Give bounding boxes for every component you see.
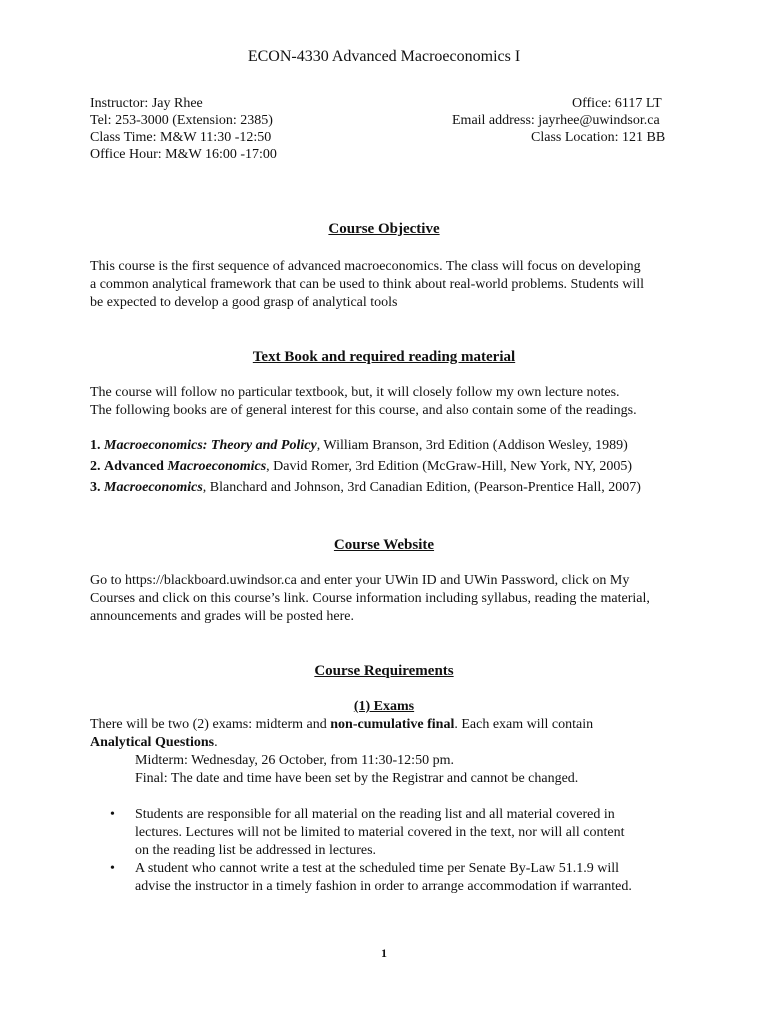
instructor-line: Instructor: Jay Rhee <box>90 96 203 111</box>
midterm-line: Midterm: Wednesday, 26 October, from 11:30-12:50 pm. <box>135 753 454 768</box>
course-website-heading: Course Website <box>333 537 435 553</box>
bullet-1-line-2: lectures. Lectures will not be limited to material covered in the text, nor will all content <box>135 825 625 840</box>
course-title: ECON-4330 Advanced Macroeconomics I <box>247 48 521 65</box>
office-line: Office: 6117 LT <box>572 96 662 111</box>
objective-text-line-2: a common analytical framework that can be used to think about real-world problems. Students will <box>90 277 645 292</box>
bullet-icon: • <box>110 861 115 876</box>
objective-text-line-3: be expected to develop a good grasp of analytical tools <box>90 295 398 310</box>
book-title: Macroeconomics <box>104 480 203 495</box>
exams-text-a: There will be two (2) exams: midterm and <box>90 717 331 732</box>
office-hour-line: Office Hour: M&W 16:00 -17:00 <box>90 147 277 162</box>
book-item <box>90 478 641 498</box>
book-title: Macroeconomics <box>167 459 267 474</box>
exams-text-period: . <box>214 735 218 750</box>
bullet-2-line-1: A student who cannot write a test at the scheduled time per Senate By-Law 51.1.9 will <box>135 861 620 876</box>
book-number: 2. <box>90 459 101 474</box>
book-number: 3. <box>90 480 101 495</box>
book-details: , Blanchard and Johnson, 3rd Canadian Edition, (Pearson-Prentice Hall, 2007) <box>202 480 641 495</box>
book-item <box>90 457 632 477</box>
textbook-heading: Text Book and required reading material <box>252 349 516 365</box>
exams-heading: (1) Exams <box>353 699 415 714</box>
bullet-1-line-3: on the reading list be addressed in lectures. <box>135 843 377 858</box>
exams-text-bold: non-cumulative final <box>330 717 455 732</box>
page-number: 1 <box>381 946 387 960</box>
book-details: , William Branson, 3rd Edition (Addison Wesley, 1989) <box>316 438 628 453</box>
book-title: Macroeconomics: Theory and Policy <box>104 438 317 453</box>
textbook-text-line-1: The course will follow no particular textbook, but, it will closely follow my own lecture notes. <box>90 385 620 400</box>
exams-text-line-2 <box>90 734 218 752</box>
bullet-icon: • <box>110 807 115 822</box>
book-item <box>90 436 628 456</box>
course-requirements-heading: Course Requirements <box>314 663 454 679</box>
website-text-line-1: Go to https://blackboard.uwindsor.ca and enter your UWin ID and UWin Password, click on My <box>90 573 630 588</box>
website-text-line-3: announcements and grades will be posted here. <box>90 609 354 624</box>
bullet-1-line-1: Students are responsible for all material on the reading list and all material covered in <box>135 807 615 822</box>
exams-text-c: . Each exam will contain <box>454 717 594 732</box>
textbook-text-line-2: The following books are of general interest for this course, and also contain some of the readings. <box>90 403 637 418</box>
book-details: , David Romer, 3rd Edition (McGraw-Hill, New York, NY, 2005) <box>266 459 633 474</box>
tel-line: Tel: 253-3000 (Extension: 2385) <box>90 113 273 128</box>
course-objective-heading: Course Objective <box>328 221 440 237</box>
bullet-2-line-2: advise the instructor in a timely fashion in order to arrange accommodation if warranted. <box>135 879 632 894</box>
exams-text-bold-2: Analytical Questions <box>90 735 215 750</box>
book-number: 1. <box>90 438 101 453</box>
final-line: Final: The date and time have been set by the Registrar and cannot be changed. <box>135 771 579 786</box>
class-time-line: Class Time: M&W 11:30 -12:50 <box>90 130 272 145</box>
class-location-line: Class Location: 121 BB <box>531 130 666 145</box>
objective-text-line-1: This course is the first sequence of advanced macroeconomics. The class will focus on developing <box>90 259 641 274</box>
book-title-prefix: Advanced <box>104 459 168 474</box>
exams-text-line-1 <box>90 716 678 734</box>
website-text-line-2: Courses and click on this course’s link. Course information including syllabus, reading the material, <box>90 591 650 606</box>
email-line: Email address: jayrhee@uwindsor.ca <box>452 113 660 128</box>
